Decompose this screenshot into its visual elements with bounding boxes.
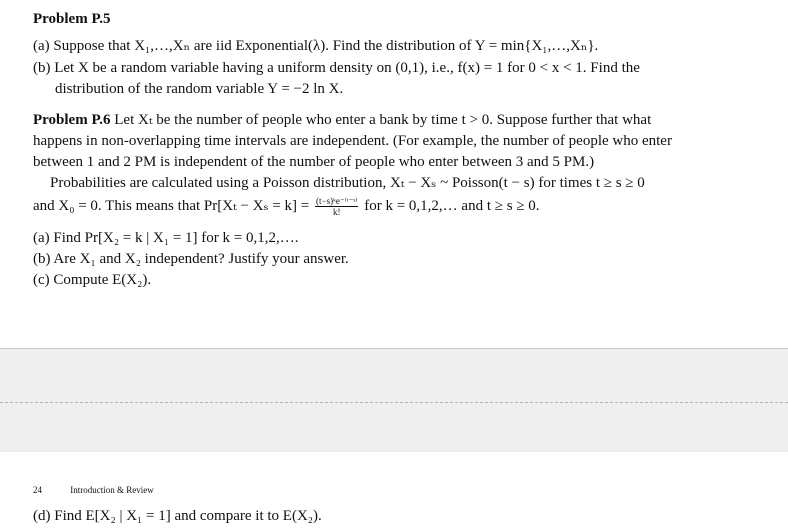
problem-p6-title: Problem P.6 [33, 112, 111, 128]
problem-p5-part-b-line2: distribution of the random variable Y = −2 ln X. [55, 81, 344, 97]
poisson-line2-start: and X₀ = 0. This means that Pr[Xₜ − Xₛ = k] = [33, 197, 310, 214]
poisson-line2-end: for k = 0,1,2,… and t ≥ s ≥ 0. [364, 197, 540, 214]
running-header: Introduction & Review [70, 485, 154, 495]
problem-p6-part-d: (d) Find E[X₂ | X₁ = 1] and compare it to E(X₂). [33, 508, 322, 524]
problem-p6-intro-line1 [33, 111, 651, 130]
poisson-fraction [315, 196, 358, 217]
problem-p6-poisson-line1: Probabilities are calculated using a Poisson distribution, Xₜ − Xₛ ~ Poisson(t − s) for times t ≥ s ≥ 0 [50, 175, 645, 191]
fraction-numerator: (t−s)ᵏe⁻⁽ᵗ⁻ˢ⁾ [316, 196, 358, 206]
problem-p6-intro-line2: happens in non-overlapping time intervals are independent. (For example, the number of people who enter [33, 133, 672, 149]
problem-p5-title: Problem P.5 [33, 11, 111, 27]
fraction-denominator: k! [333, 207, 341, 217]
problem-p6-part-c: (c) Compute E(X₂). [33, 272, 152, 288]
page-break-gap [0, 348, 788, 453]
problem-p6-part-b: (b) Are X₁ and X₂ independent? Justify your answer. [33, 251, 349, 267]
page-break-divider [0, 402, 788, 403]
problem-p6-part-a: (a) Find Pr[X₂ = k | X₁ = 1] for k = 0,1,2,…. [33, 230, 299, 246]
problem-p5-part-a: (a) Suppose that X₁,…,Xₙ are iid Exponential(λ). Find the distribution of Y = min{X₁,…,Xₙ}. [33, 38, 599, 54]
problem-p6-intro-line3: between 1 and 2 PM is independent of the number of people who enter between 3 and 5 PM.) [33, 154, 595, 170]
page-footer [33, 485, 154, 495]
problem-p6-poisson-line2 [33, 196, 540, 217]
problem-p5-part-b-line1: (b) Let X be a random variable having a uniform density on (0,1), i.e., f(x) = 1 for 0 < x < 1. Find the [33, 60, 640, 76]
problem-p6-intro-text: Let Xₜ be the number of people who enter a bank by time t > 0. Suppose further that what [114, 112, 652, 128]
page-number: 24 [33, 485, 42, 495]
